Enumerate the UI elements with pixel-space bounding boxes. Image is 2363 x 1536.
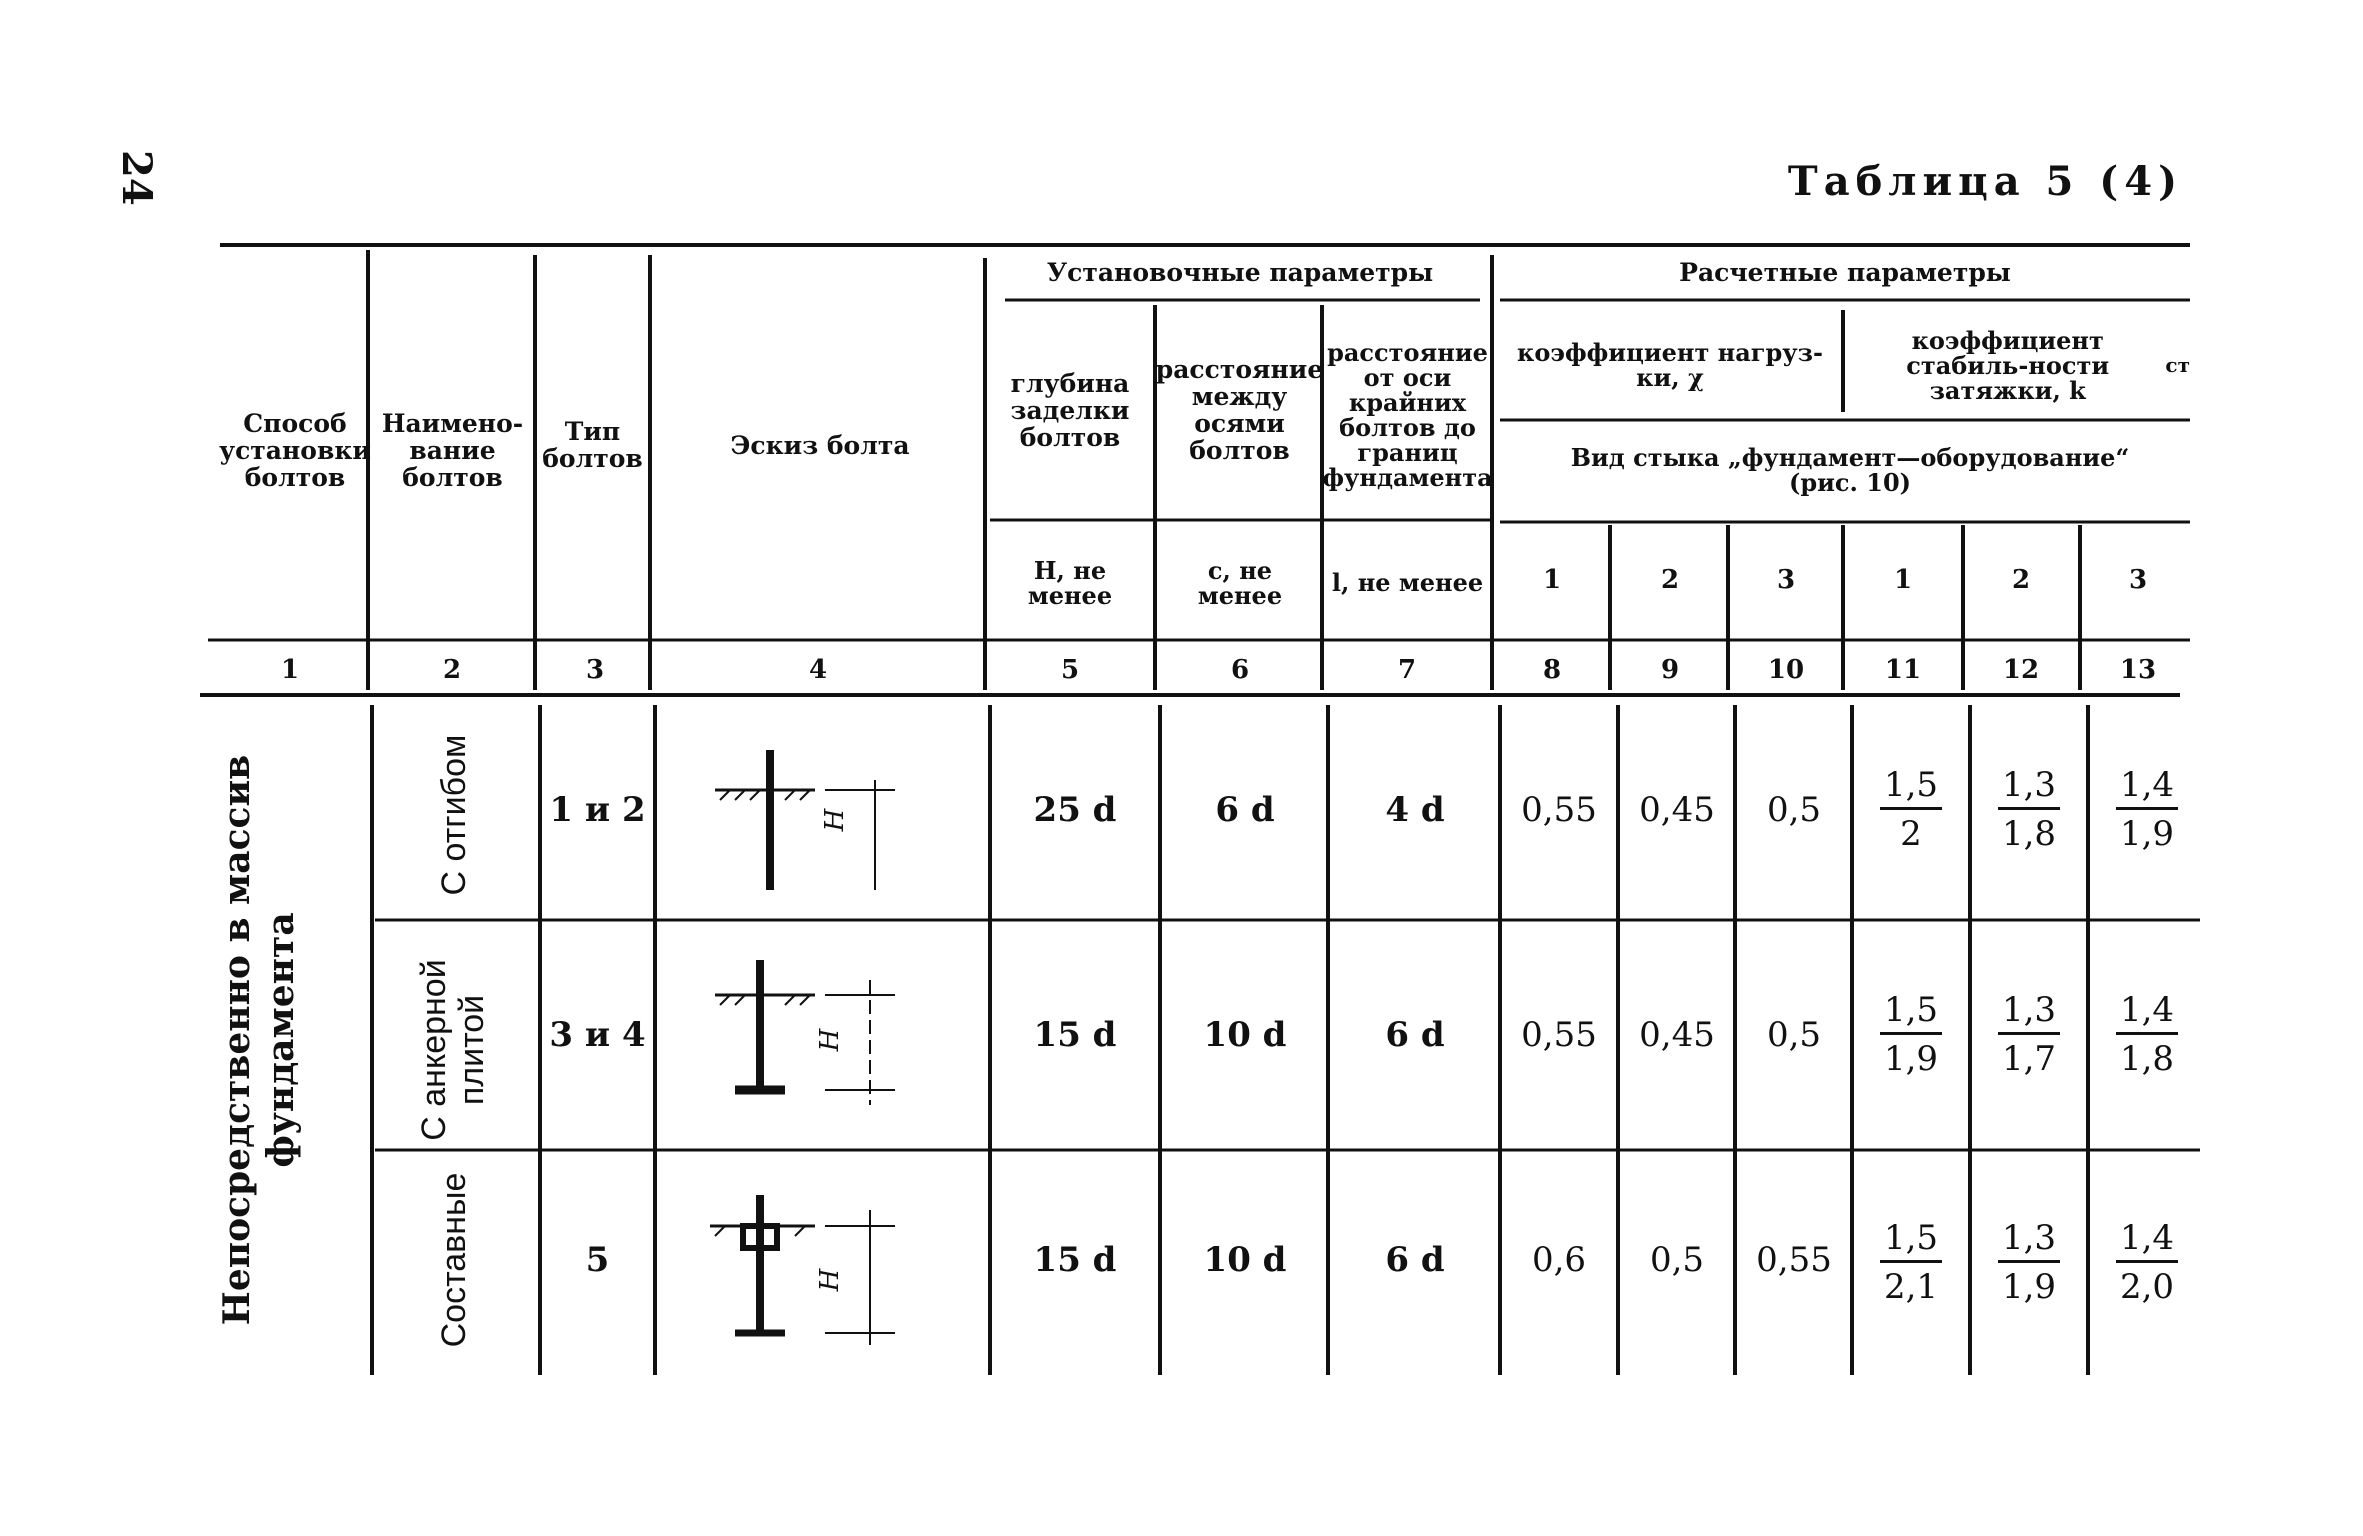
row2-s2-den: 1,7 <box>2001 1039 2057 1079</box>
header-name: Наимено-вание болтов <box>381 408 524 492</box>
column-number: 12 <box>2002 655 2040 685</box>
row1-type: 1 и 2 <box>549 790 646 830</box>
row3-s1-den: 2,1 <box>1883 1267 1939 1307</box>
row2-k2: 0,45 <box>1639 1015 1715 1055</box>
header-joint-type: Вид стыка „фундамент—оборудование“ (рис. 10) <box>1570 443 2130 497</box>
row2-s1-den: 1,9 <box>1883 1039 1939 1079</box>
page-number: 24 <box>113 150 160 206</box>
row3-name: Составные <box>435 1172 473 1348</box>
row2-s2 <box>1984 990 2074 1079</box>
row1-sketch-H: H <box>820 808 850 832</box>
row1-k1: 0,55 <box>1521 790 1597 830</box>
row2-s2-num: 1,3 <box>1998 990 2060 1035</box>
header-depth: глубина заделки болтов <box>1010 368 1130 452</box>
row2-k1: 0,55 <box>1521 1015 1597 1055</box>
row2-edge: 6 d <box>1385 1015 1445 1055</box>
joint-num: 2 <box>2011 565 2031 595</box>
row1-s2-den: 1,8 <box>2001 814 2057 854</box>
column-number: 4 <box>808 655 828 685</box>
row1-s1 <box>1866 765 1956 854</box>
row2-name: С анкерной плитой <box>415 959 491 1141</box>
bolt-bent-icon <box>705 730 905 890</box>
row3-k3: 0,55 <box>1756 1240 1832 1280</box>
row1-s1-den: 2 <box>1900 814 1922 854</box>
column-number: 3 <box>585 655 605 685</box>
row3-axis: 10 d <box>1203 1240 1287 1280</box>
row1-s3-num: 1,4 <box>2116 765 2178 810</box>
row1-k3: 0,5 <box>1766 790 1822 830</box>
header-type: Тип болтов <box>542 417 643 473</box>
bolt-composite-icon <box>705 1190 905 1350</box>
header-axis-unit: c, не менее <box>1197 555 1283 610</box>
table-title: Таблица 5 (4) <box>1787 158 2183 205</box>
row2-s1-num: 1,5 <box>1880 990 1942 1035</box>
row3-k2: 0,5 <box>1649 1240 1705 1280</box>
row3-s2-den: 1,9 <box>2001 1267 2057 1307</box>
joint-num: 2 <box>1660 565 1680 595</box>
column-number: 8 <box>1542 655 1562 685</box>
header-install-group: Установочные параметры <box>1046 258 1434 287</box>
header-stab-coef-text: коэффициент стабиль-ности затяжки, k <box>1906 325 2110 405</box>
row1-s1-num: 1,5 <box>1880 765 1942 810</box>
row1-depth: 25 d <box>1033 790 1117 830</box>
column-number: 2 <box>442 655 462 685</box>
row1-s3 <box>2102 765 2192 854</box>
column-number: 1 <box>280 655 300 685</box>
header-stab-coef <box>1850 325 2190 405</box>
joint-num: 3 <box>1776 565 1796 595</box>
header-load-coef: коэффициент нагруз-ки, χ <box>1517 338 1823 392</box>
row3-s1-num: 1,5 <box>1880 1218 1942 1263</box>
header-axis-distance: расстояние между осями болтов <box>1155 355 1324 465</box>
row1-s3-den: 1,9 <box>2119 814 2175 854</box>
column-number: 7 <box>1397 655 1417 685</box>
column-number: 5 <box>1060 655 1080 685</box>
row3-type: 5 <box>585 1240 610 1280</box>
column-number: 10 <box>1767 655 1805 685</box>
column-number: 13 <box>2119 655 2157 685</box>
joint-num: 1 <box>1893 565 1913 595</box>
row3-k1: 0,6 <box>1531 1240 1587 1280</box>
row2-s3 <box>2102 990 2192 1079</box>
method-label: Непосредственно в массив фундамента <box>216 754 302 1326</box>
row1-k2: 0,45 <box>1639 790 1715 830</box>
row3-s2 <box>1984 1218 2074 1307</box>
row2-axis: 10 d <box>1203 1015 1287 1055</box>
row3-s1 <box>1866 1218 1956 1307</box>
row3-s3-num: 1,4 <box>2116 1218 2178 1263</box>
row2-k3: 0,5 <box>1766 1015 1822 1055</box>
joint-num: 1 <box>1542 565 1562 595</box>
row3-depth: 15 d <box>1033 1240 1117 1280</box>
row2-s3-num: 1,4 <box>2116 990 2178 1035</box>
row2-type: 3 и 4 <box>549 1015 646 1055</box>
column-number: 11 <box>1884 655 1922 685</box>
row2-s3-den: 1,8 <box>2119 1039 2175 1079</box>
row2-depth: 15 d <box>1033 1015 1117 1055</box>
row1-axis: 6 d <box>1215 790 1275 830</box>
header-depth-unit: H, не менее <box>1027 555 1113 610</box>
column-number: 9 <box>1660 655 1680 685</box>
header-sketch: Эскиз болта <box>730 430 910 460</box>
row1-edge: 4 d <box>1385 790 1445 830</box>
header-stab-coef-sub: ст <box>2165 352 2190 377</box>
row3-s3-den: 2,0 <box>2119 1267 2175 1307</box>
row1-s2 <box>1984 765 2074 854</box>
row3-s2-num: 1,3 <box>1998 1218 2060 1263</box>
header-edge-distance: расстояние от оси крайних болтов до границ фундамента <box>1322 338 1493 492</box>
bolt-anchor-plate-icon <box>705 955 905 1115</box>
header-calc-group: Расчетные параметры <box>1679 258 2011 287</box>
header-method: Способ установки болтов <box>219 408 371 492</box>
row1-s2-num: 1,3 <box>1998 765 2060 810</box>
row1-name: С отгибом <box>435 734 473 896</box>
row3-s3 <box>2102 1218 2192 1307</box>
row3-edge: 6 d <box>1385 1240 1445 1280</box>
column-number: 6 <box>1230 655 1250 685</box>
joint-num: 3 <box>2128 565 2148 595</box>
row3-sketch-H: H <box>815 1268 845 1292</box>
row2-sketch-H: H <box>815 1028 845 1052</box>
header-edge-unit: l, не менее <box>1331 568 1484 597</box>
row2-s1 <box>1866 990 1956 1079</box>
